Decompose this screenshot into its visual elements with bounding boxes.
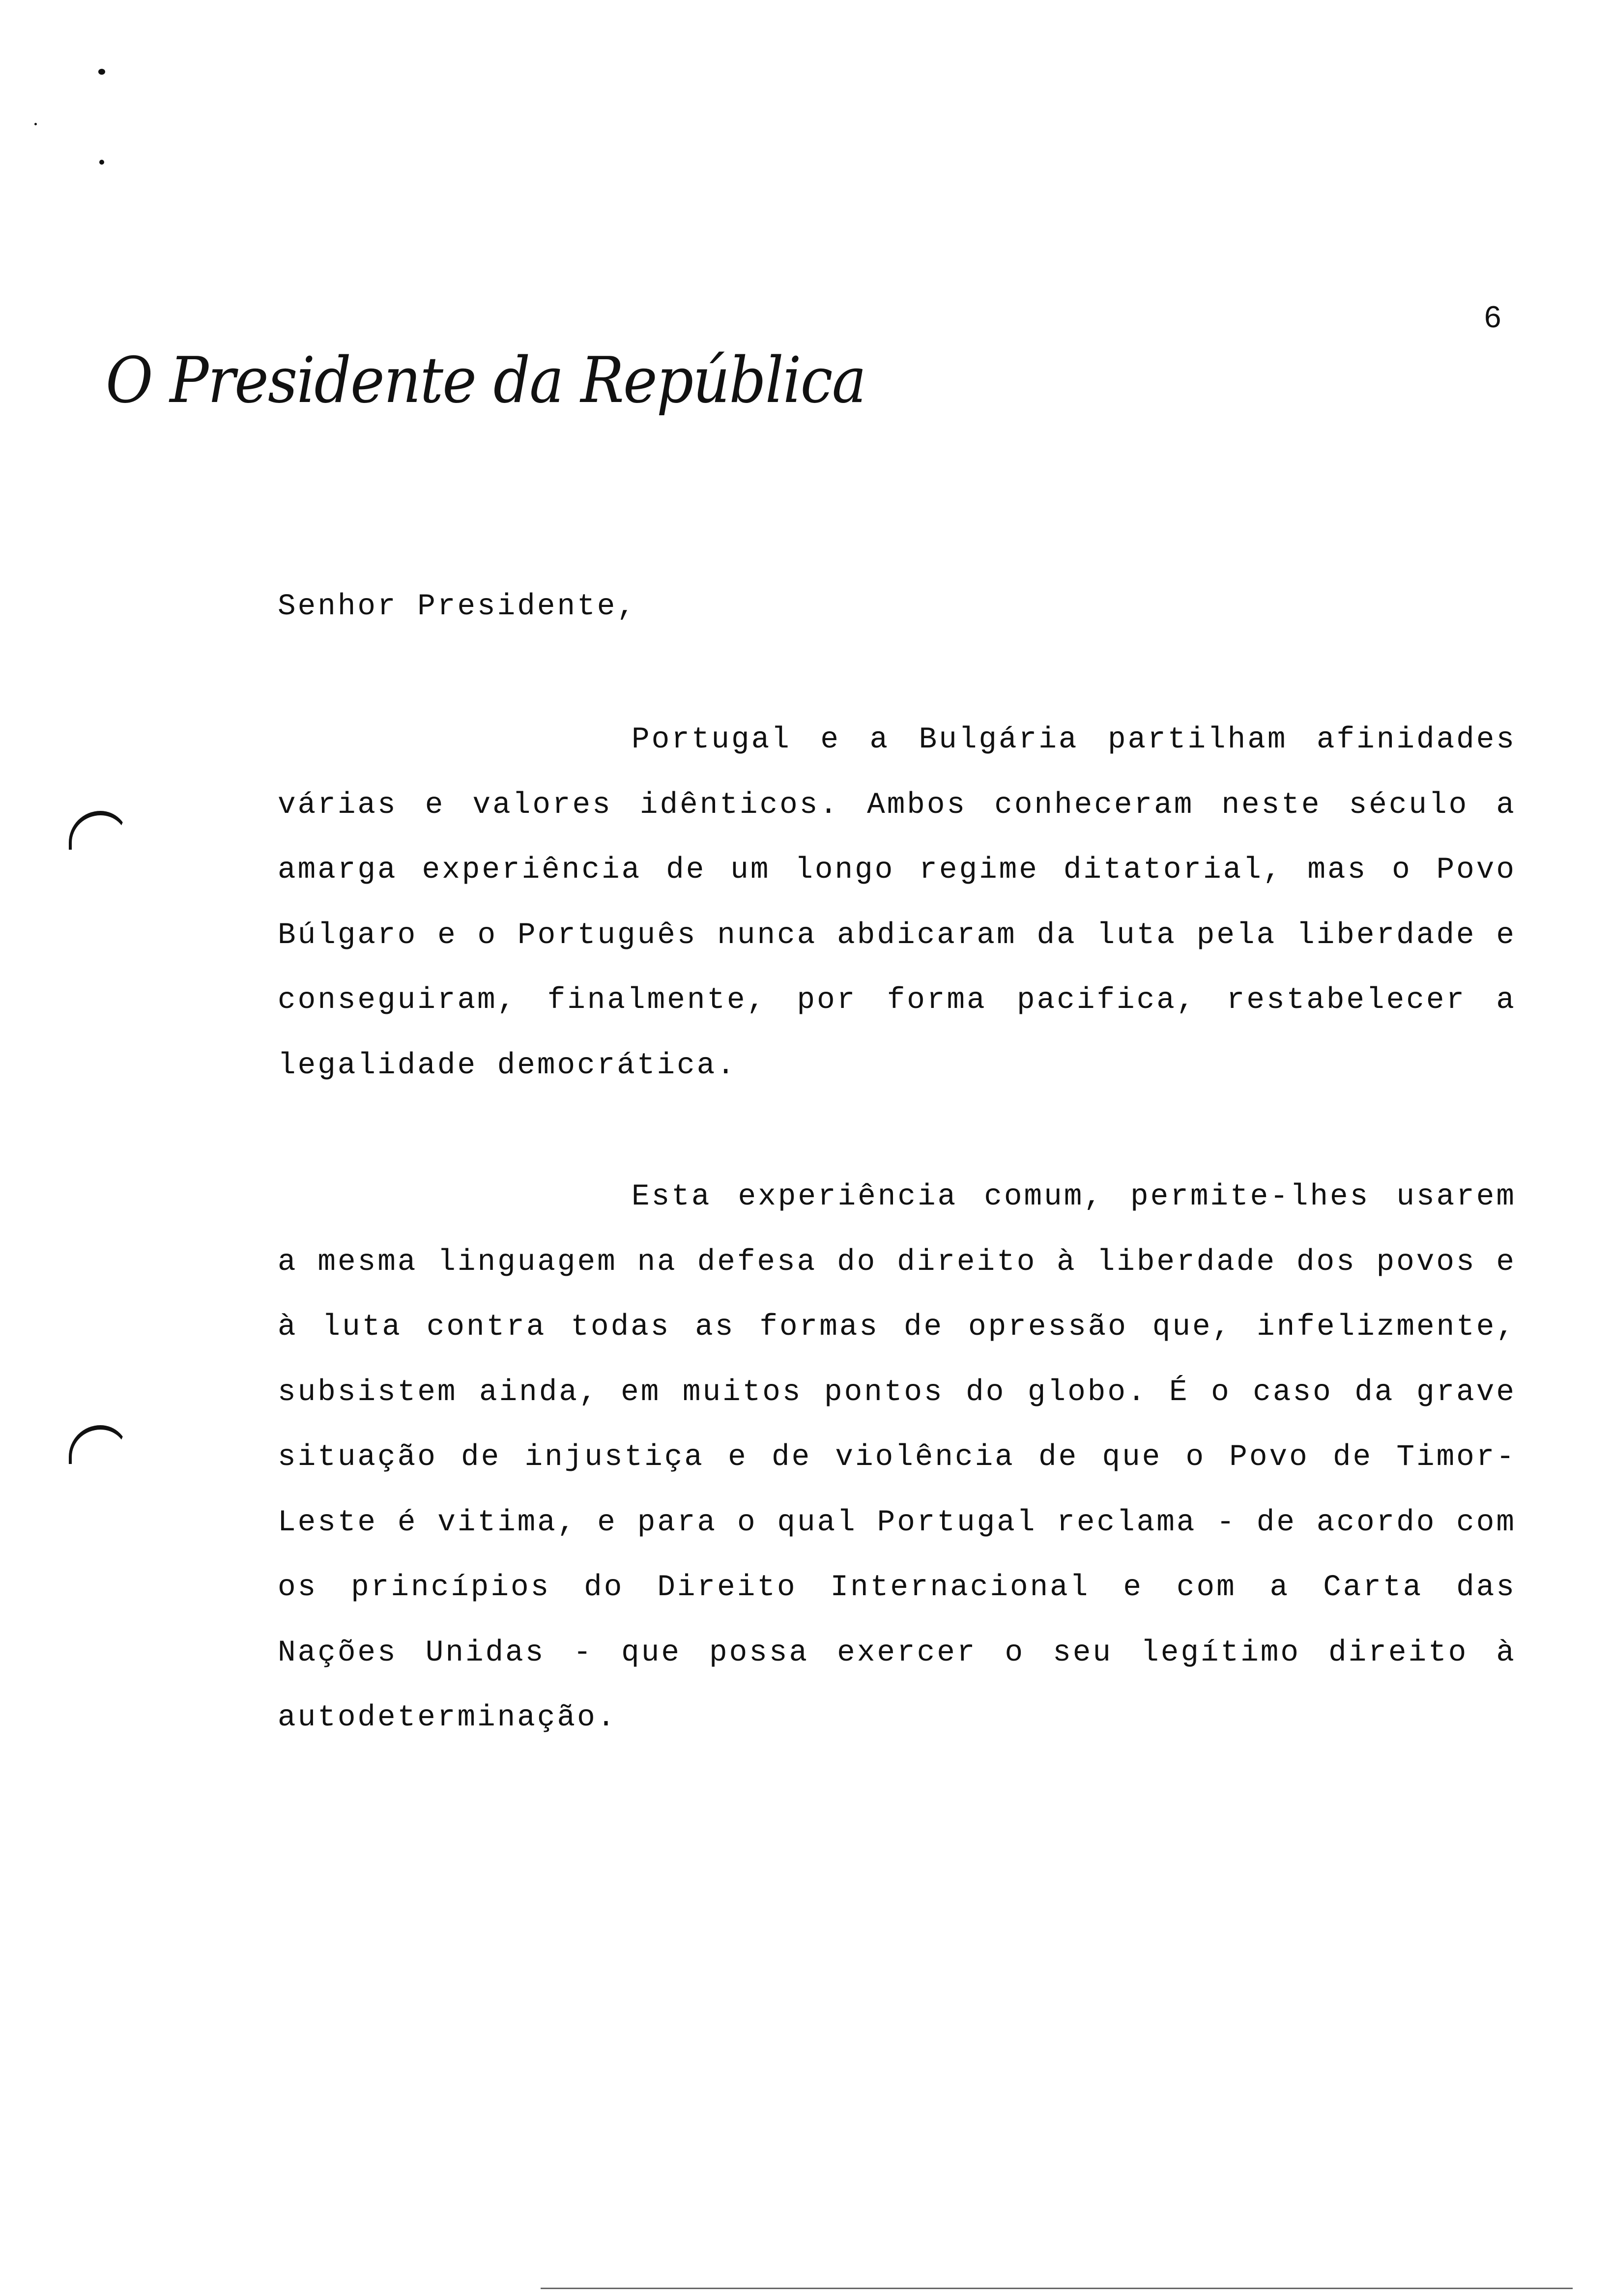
page-number: 6 — [1484, 300, 1501, 334]
scan-speck — [98, 69, 105, 75]
scan-speck — [34, 123, 37, 125]
punch-hole-mark — [69, 1425, 128, 1464]
paragraph-1: Portugal e a Bulgária partilham afinidades várias e valores idênticos. Ambos conheceram neste século a amarga experiência de um longo regime ditatorial, mas o Povo Búlgaro e o Português nunca abdicaram da luta pela liberdade e conseguiram, finalmente, por forma pacifica, restabelecer a legalidade democrática. — [278, 723, 1516, 1083]
scan-edge-line — [541, 2288, 1573, 2289]
punch-hole-mark — [69, 811, 128, 850]
paragraph-2: Esta experiência comum, permite-lhes usarem a mesma linguagem na defesa do direito à liberdade dos povos e à luta contra todas as formas de opressão que, infelizmente, subsistem ainda, em muitos pontos do globo. É o caso da grave situação de injustiça e de violência de que o Povo de Timor-Leste é vitima, e para o qual Portugal reclama - de acordo com os princípios do Direito Internacional e com a Carta das Nações Unidas - que possa exercer o seu legítimo direito à autodeterminação. — [278, 1180, 1516, 1735]
scan-speck — [99, 160, 104, 165]
salutation: Senhor Presidente, — [278, 590, 637, 624]
letterhead-script-title: O Presidente da República — [106, 344, 866, 417]
